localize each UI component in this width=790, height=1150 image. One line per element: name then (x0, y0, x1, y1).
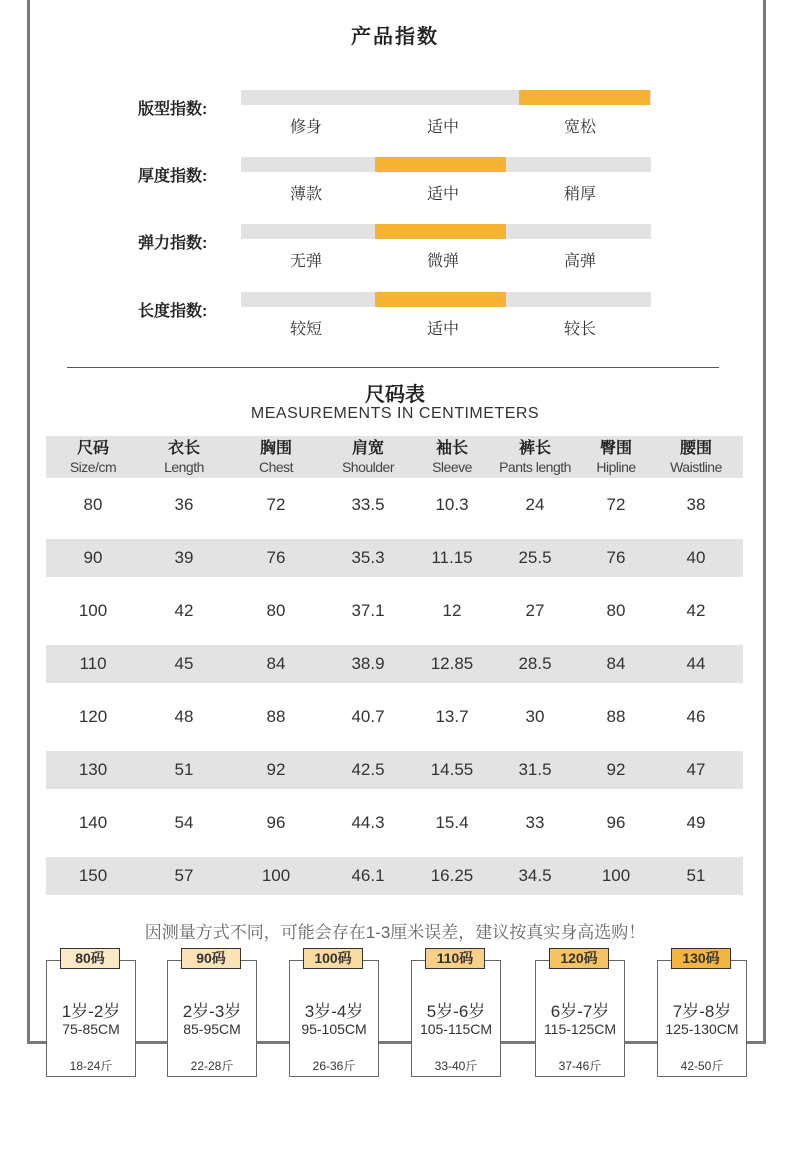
header-en-label: Chest (258, 459, 294, 475)
table-cell: 12 (442, 600, 462, 620)
index-row (0, 90, 790, 140)
table-cell: 54 (174, 812, 194, 832)
size-tag-badge: 120码 (549, 948, 609, 969)
size-tag-weight: 22-28斤 (190, 1059, 234, 1073)
index-option: 薄款 (289, 186, 322, 203)
table-cell: 40.7 (351, 706, 385, 726)
size-tag-badge: 130码 (671, 948, 731, 969)
table-cell: 130 (78, 760, 108, 779)
table-header-cell (409, 440, 495, 476)
table-header (46, 436, 743, 478)
table-cell: 96 (606, 812, 626, 832)
table-cell: 44 (686, 654, 706, 673)
size-tag-age: 6岁-7岁 (550, 1002, 610, 1021)
size-tag-weight: 37-46斤 (558, 1059, 602, 1073)
table-cell: 72 (606, 494, 626, 514)
header-en-label: Length (164, 459, 204, 475)
table-row (46, 796, 743, 849)
size-table (46, 436, 743, 902)
size-tag-card (535, 960, 625, 1077)
size-tag-weight: 42-50斤 (680, 1059, 724, 1073)
section-divider (67, 367, 719, 368)
index-option: 较短 (289, 321, 322, 338)
header-cn-label: 臀围 (599, 440, 632, 457)
index-bar (241, 90, 651, 105)
table-header-cell (492, 440, 578, 476)
table-cell: 31.5 (518, 760, 552, 779)
header-en-label: Size/cm (69, 459, 117, 475)
size-tag-card (167, 960, 257, 1077)
size-tag-card (46, 960, 136, 1077)
table-cell: 25.5 (518, 548, 552, 567)
table-row (46, 857, 743, 895)
table-cell: 80 (606, 600, 626, 620)
table-cell: 100 (601, 866, 631, 885)
table-cell: 38 (686, 494, 706, 514)
index-option: 适中 (426, 186, 459, 203)
table-cell: 44.3 (351, 812, 385, 832)
table-cell: 90 (83, 548, 103, 567)
table-cell: 100 (78, 600, 108, 620)
index-option: 宽松 (563, 119, 596, 136)
index-option: 修身 (289, 119, 322, 136)
header-en-label: Shoulder (341, 459, 395, 475)
index-option: 较长 (563, 321, 596, 338)
table-cell: 76 (266, 548, 286, 567)
table-cell: 80 (266, 600, 286, 620)
table-cell: 10.3 (435, 494, 469, 514)
index-selected-segment (375, 292, 506, 307)
header-en-label: Sleeve (432, 459, 472, 475)
table-cell: 13.7 (435, 706, 469, 726)
table-cell: 47 (686, 760, 706, 779)
table-cell: 14.55 (430, 760, 474, 779)
index-option: 稍厚 (563, 186, 596, 203)
size-tag-age: 2岁-3岁 (182, 1002, 242, 1021)
index-label: 弹力指数: (138, 235, 208, 252)
header-en-label: Waistline (670, 459, 722, 475)
table-cell: 27 (525, 600, 545, 620)
header-cn-label: 袖长 (435, 440, 468, 457)
table-cell: 120 (78, 706, 108, 726)
table-cell: 49 (686, 812, 706, 832)
table-cell: 15.4 (435, 812, 469, 832)
table-header-cell (233, 440, 319, 476)
size-tag-age: 3岁-4岁 (304, 1002, 364, 1021)
size-chart-subtitle: MEASUREMENTS IN CENTIMETERS (250, 405, 540, 422)
index-row (0, 224, 790, 274)
header-cn-label: 衣长 (167, 440, 200, 457)
table-cell: 42 (686, 600, 706, 620)
table-cell: 96 (266, 812, 286, 832)
index-option: 适中 (426, 321, 459, 338)
table-cell: 42 (174, 600, 194, 620)
size-tag-height: 85-95CM (183, 1021, 241, 1037)
table-cell: 88 (606, 706, 626, 726)
index-label: 版型指数: (138, 101, 208, 118)
table-cell: 45 (174, 654, 194, 673)
frame-bottom-line (27, 1041, 766, 1044)
header-cn-label: 肩宽 (351, 440, 384, 457)
table-cell: 38.9 (351, 654, 385, 673)
header-cn-label: 裤长 (518, 440, 551, 457)
index-option: 微弹 (426, 253, 459, 270)
table-row (46, 645, 743, 683)
size-tag-height: 75-85CM (62, 1021, 120, 1037)
table-cell: 40 (686, 548, 706, 567)
table-row (46, 478, 743, 531)
size-tag-weight: 26-36斤 (312, 1059, 356, 1073)
index-label: 厚度指数: (138, 168, 208, 185)
index-selected-segment (375, 224, 506, 239)
size-tag-card (289, 960, 379, 1077)
table-cell: 110 (79, 654, 107, 673)
table-cell: 80 (83, 494, 103, 514)
table-header-cell (50, 440, 136, 476)
index-selected-segment (519, 90, 650, 105)
table-cell: 51 (174, 760, 194, 779)
table-cell: 72 (266, 494, 286, 514)
table-cell: 84 (266, 654, 286, 673)
table-cell: 48 (174, 706, 194, 726)
header-en-label: Hipline (596, 459, 636, 475)
index-option: 适中 (426, 119, 459, 136)
index-label: 长度指数: (138, 303, 208, 320)
size-tag-height: 105-115CM (419, 1021, 493, 1037)
index-selected-segment (375, 157, 506, 172)
table-row (46, 751, 743, 789)
table-header-cell (653, 440, 739, 476)
size-tag-height: 115-125CM (543, 1021, 617, 1037)
size-tag-weight: 33-40斤 (434, 1059, 478, 1073)
header-cn-label: 尺码 (76, 440, 109, 457)
table-cell: 30 (525, 706, 545, 726)
table-cell: 34.5 (518, 866, 552, 885)
size-chart-title: 尺码表 (365, 384, 425, 406)
table-cell: 11.15 (431, 548, 473, 567)
header-cn-label: 胸围 (259, 440, 292, 457)
table-cell: 39 (174, 548, 194, 567)
table-cell: 51 (686, 866, 706, 885)
index-row (0, 157, 790, 207)
table-cell: 36 (174, 494, 194, 514)
size-tag-badge: 110码 (425, 948, 485, 969)
size-tag-badge: 100码 (303, 948, 363, 969)
table-header-cell (141, 440, 227, 476)
size-tag-age: 1岁-2岁 (61, 1002, 121, 1021)
size-tag-card (657, 960, 747, 1077)
size-tag-badge: 90码 (181, 948, 241, 969)
table-row (46, 539, 743, 577)
size-tag-badge: 80码 (60, 948, 120, 969)
size-tag-height: 95-105CM (301, 1021, 367, 1037)
table-cell: 46 (686, 706, 706, 726)
table-cell: 42.5 (351, 760, 385, 779)
table-cell: 57 (174, 866, 194, 885)
table-row (46, 690, 743, 743)
table-cell: 24 (525, 494, 545, 514)
index-bar (241, 292, 651, 307)
table-cell: 37.1 (351, 600, 385, 620)
table-cell: 140 (78, 812, 108, 832)
index-bar (241, 224, 651, 239)
measurement-note: 因测量方式不同，可能会存在1-3厘米误差，建议按真实身高选购！ (144, 923, 646, 942)
table-cell: 28.5 (518, 654, 552, 673)
table-body (46, 478, 743, 895)
size-tag-age: 5岁-6岁 (426, 1002, 486, 1021)
header-cn-label: 腰围 (679, 440, 712, 457)
size-tag-height: 125-130CM (665, 1021, 739, 1037)
index-option: 无弹 (289, 253, 322, 270)
table-cell: 33.5 (351, 494, 385, 514)
table-cell: 76 (606, 548, 626, 567)
table-cell: 46.1 (351, 866, 385, 885)
table-cell: 33 (525, 812, 545, 832)
table-cell: 100 (261, 866, 291, 885)
table-cell: 84 (606, 654, 626, 673)
table-row (46, 584, 743, 637)
table-cell: 88 (266, 706, 286, 726)
table-cell: 16.25 (430, 866, 474, 885)
table-cell: 35.3 (351, 548, 385, 567)
table-cell: 150 (78, 866, 108, 885)
table-header-cell (573, 440, 659, 476)
index-bar (241, 157, 651, 172)
table-cell: 92 (606, 760, 626, 779)
index-row (0, 292, 790, 342)
index-option: 高弹 (563, 253, 596, 270)
product-index-title: 产品指数 (351, 26, 439, 48)
size-tag-weight: 18-24斤 (69, 1059, 113, 1073)
table-cell: 12.85 (430, 654, 474, 673)
table-header-cell (325, 440, 411, 476)
header-en-label: Pants length (499, 459, 571, 475)
size-tag-card (411, 960, 501, 1077)
size-tag-age: 7岁-8岁 (672, 1002, 732, 1021)
table-cell: 92 (266, 760, 286, 779)
